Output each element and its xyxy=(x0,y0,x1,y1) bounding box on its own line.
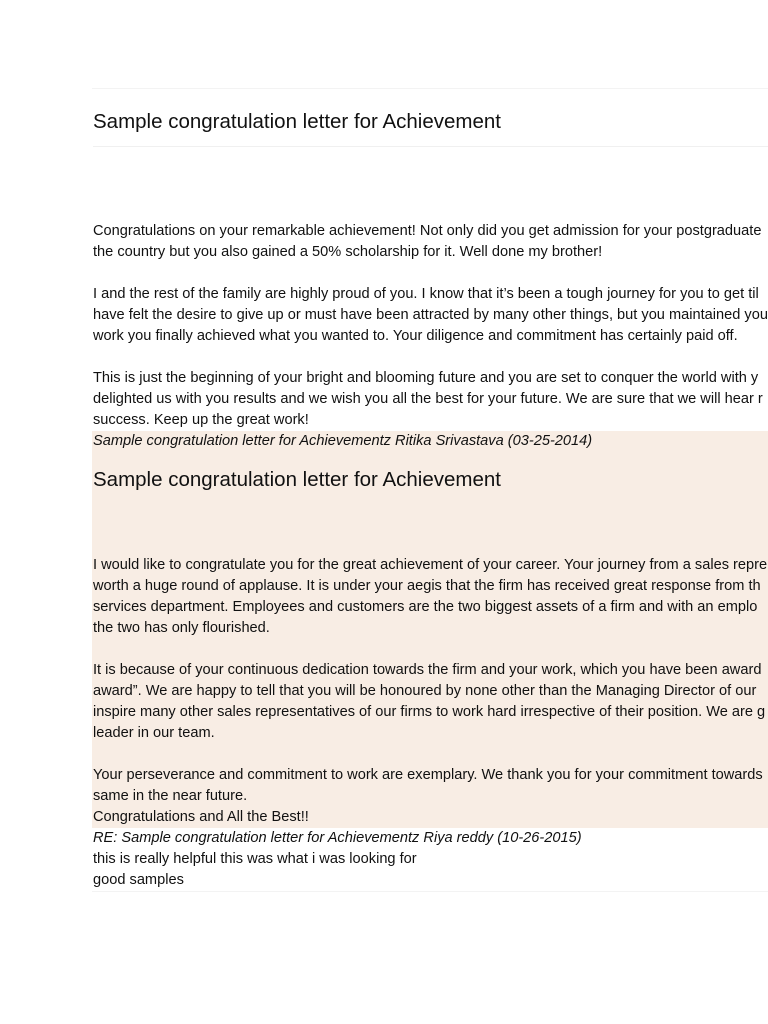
paragraph-gap xyxy=(93,263,768,284)
letter-line: inspire many other sales representatives of our firms to work hard irrespective of their position. We are g xyxy=(93,704,766,720)
reply-meta[interactable]: RE: Sample congratulation letter for Achievementz Riya reddy (10-26-2015) xyxy=(93,830,582,846)
letter-line: leader in our team. xyxy=(93,725,215,741)
letter-body xyxy=(93,505,768,828)
letter-block-1 xyxy=(92,89,768,431)
letter-line: Congratulations on your remarkable achievement! Not only did you get admission for your postgraduate xyxy=(93,223,762,239)
letter-line: have felt the desire to give up or must have been attracted by many other things, but you maintained you xyxy=(93,307,768,323)
letter-line: delighted us with you results and we wish you all the best for your future. We are sure that we will hear r xyxy=(93,391,763,407)
letter-line: It is because of your continuous dedication towards the firm and your work, which you have been award xyxy=(93,662,762,678)
letter-body xyxy=(93,147,768,431)
letter-line: services department. Employees and customers are the two biggest assets of a firm and with an emplo xyxy=(93,599,758,615)
letter-line: the two has only flourished. xyxy=(93,620,270,636)
letter-line: success. Keep up the great work! xyxy=(93,412,309,428)
paragraph-gap xyxy=(93,347,768,368)
letter-meta[interactable]: Sample congratulation letter for Achievementz Ritika Srivastava (03-25-2014) xyxy=(93,433,593,449)
letter-line: I and the rest of the family are highly proud of you. I know that it’s been a tough journey for you to get til xyxy=(93,286,759,302)
letter-block-2 xyxy=(92,431,768,828)
letter-line: I would like to congratulate you for the great achievement of your career. Your journey from a sales repre xyxy=(93,557,768,573)
letter-line: award”. We are happy to tell that you will be honoured by none other than the Managing Director of our xyxy=(93,683,757,699)
letter-title: Sample congratulation letter for Achievement xyxy=(93,110,501,133)
letter-line: Congratulations and All the Best!! xyxy=(93,809,309,825)
letter-line: Your perseverance and commitment to work are exemplary. We thank you for your commitment towards xyxy=(93,767,763,783)
letter-line: This is just the beginning of your bright and blooming future and you are set to conquer the world with y xyxy=(93,370,759,386)
letter-line: worth a huge round of applause. It is under your aegis that the firm has received great response from th xyxy=(93,578,761,594)
letter-title: Sample congratulation letter for Achievement xyxy=(93,468,501,491)
paragraph-gap xyxy=(93,744,768,765)
document xyxy=(92,88,768,892)
paragraph-gap xyxy=(93,639,768,660)
letter-line: work you finally achieved what you wanted to. Your diligence and commitment has certainly paid off. xyxy=(93,328,738,344)
letter-line: the country but you also gained a 50% scholarship for it. Well done my brother! xyxy=(93,244,603,260)
letter-line: same in the near future. xyxy=(93,788,248,804)
comment-text: this is really helpful this was what i was looking for xyxy=(93,851,417,867)
reply-section xyxy=(92,828,768,891)
comment-text: good samples xyxy=(93,872,184,888)
